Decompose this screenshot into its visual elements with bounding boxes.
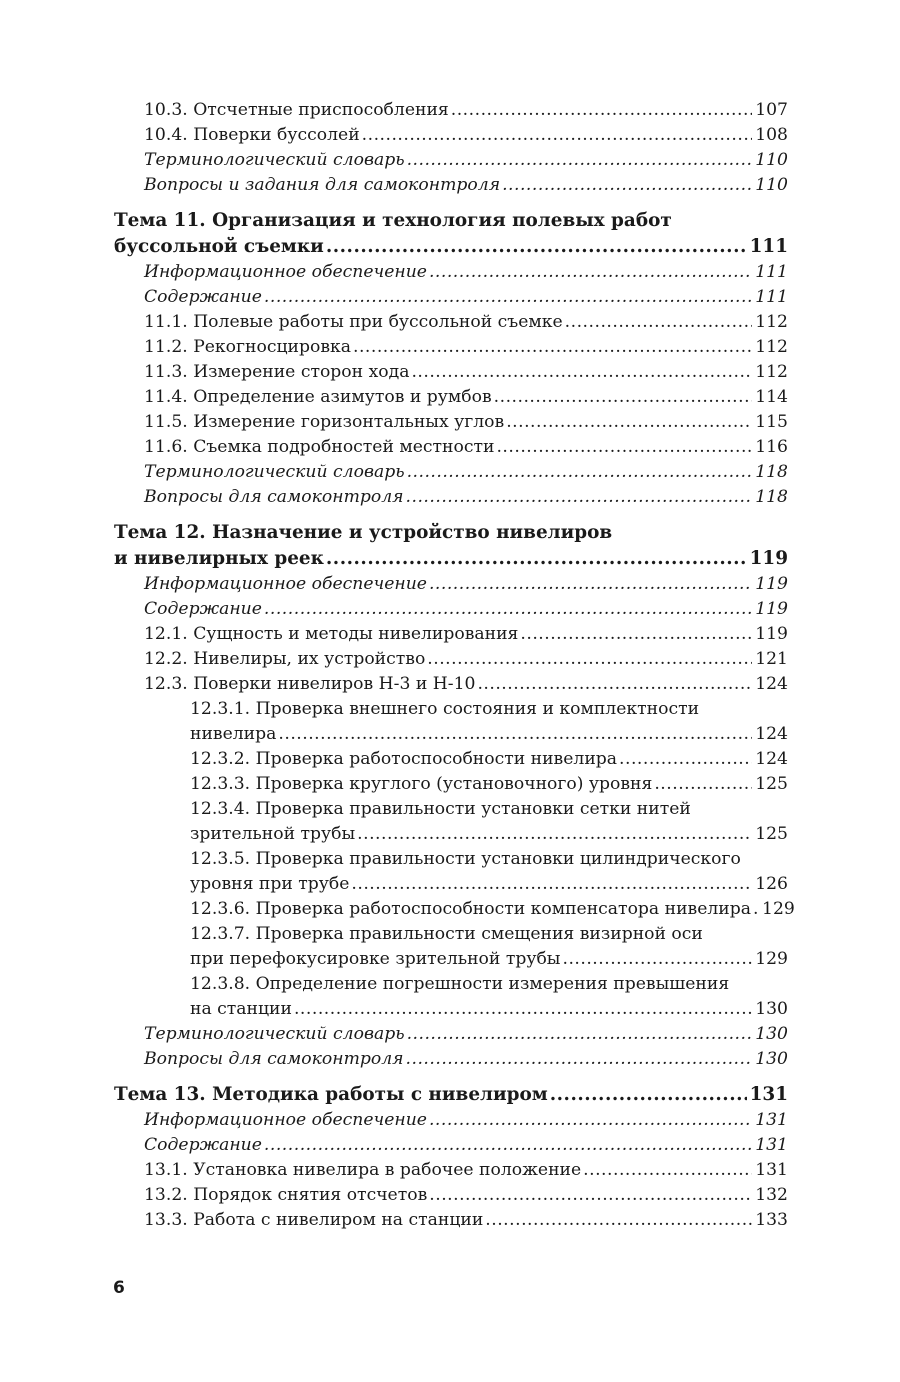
page-ref: 112 [755,337,788,357]
dot-leader [654,772,752,797]
page-ref: 111 [755,262,788,282]
theme-heading-line: Тема 12. Назначение и устройство нивелиров [114,522,613,543]
entry-title: и нивелирных реек [114,548,324,569]
entry-title: нивелира [190,724,277,744]
dot-leader [429,1108,752,1133]
dot-leader [326,546,747,572]
toc-subentry[interactable] [114,822,788,847]
toc-entry[interactable] [114,1022,788,1047]
entry-title: 11.2. Рекогносцировка [144,337,351,357]
entry-title-line: 12.3.5. Проверка правильности установки цилиндрического [190,849,741,869]
dot-leader [477,672,752,697]
toc-entry[interactable] [114,310,788,335]
page-ref: 131 [755,1135,788,1155]
dot-leader [429,572,752,597]
dot-leader [264,1133,752,1158]
page-ref: 111 [755,287,788,307]
entry-title: Терминологический словарь [144,1024,405,1044]
page-ref: 130 [755,1049,788,1069]
dot-leader [278,722,752,747]
page-ref: 114 [755,387,788,407]
page-ref: 124 [755,749,788,769]
entry-title-line: 12.3.7. Проверка правильности смещения визирной оси [190,924,703,944]
entry-title: Содержание [144,287,262,307]
page-ref: 125 [755,774,788,794]
entry-title: буссольной съемки [114,236,324,257]
page-ref: 119 [755,624,788,644]
toc-entry[interactable] [114,622,788,647]
dot-leader [520,622,752,647]
dot-leader [619,747,752,772]
toc-entry[interactable] [114,1133,788,1158]
page-ref: 133 [755,1210,788,1230]
toc-entry[interactable] [114,173,788,198]
toc-subentry[interactable] [114,772,788,797]
entry-title: Информационное обеспечение [144,574,427,594]
dot-leader [494,385,753,410]
toc-subentry[interactable] [114,947,788,972]
toc-entry[interactable] [114,98,788,123]
entry-title: Содержание [144,599,262,619]
entry-title: 10.3. Отсчетные приспособления [144,100,449,120]
entry-title: 12.3.6. Проверка работоспособности компенсатора нивелира [190,899,752,919]
page-ref: 121 [755,649,788,669]
page-ref: 132 [755,1185,788,1205]
entry-title: Информационное обеспечение [144,1110,427,1130]
entry-title-line: 12.3.1. Проверка внешнего состояния и комплектности [190,699,700,719]
dot-leader [502,173,752,198]
dot-leader [407,1022,753,1047]
page-ref: 110 [755,175,788,195]
toc-entry[interactable] [114,335,788,360]
toc-entry[interactable] [114,260,788,285]
entry-title: Вопросы и задания для самоконтроля [144,175,501,195]
page-ref: 129 [762,899,795,919]
entry-title-line: 12.3.8. Определение погрешности измерения превышения [190,974,730,994]
page-ref: 129 [755,949,788,969]
page-ref: 124 [755,724,788,744]
page-ref: 116 [755,437,788,457]
page-ref: 112 [755,362,788,382]
page-ref: 107 [755,100,788,120]
dot-leader [562,947,752,972]
theme-heading[interactable] [114,234,788,260]
page-ref: 125 [755,824,788,844]
page-ref: 131 [755,1110,788,1130]
toc-entry[interactable] [114,1208,788,1233]
entry-title: Информационное обеспечение [144,262,427,282]
entry-title-line: 12.3.4. Проверка правильности установки сетки нитей [190,799,691,819]
entry-title: 12.3.3. Проверка круглого (установочного) уровня [190,774,653,794]
toc-entry[interactable] [114,410,788,435]
entry-title: 12.3. Поверки нивелиров Н-3 и Н-10 [144,674,476,694]
entry-title: на станции [190,999,292,1019]
dot-leader [506,410,752,435]
entry-title: 10.4. Поверки буссолей [144,125,360,145]
toc-entry[interactable] [114,672,788,697]
page-ref: 111 [749,236,788,257]
dot-leader [362,123,753,148]
entry-title: при перефокусировке зрительной трубы [190,949,561,969]
toc-entry[interactable] [114,1108,788,1133]
toc-subentry[interactable] [114,747,788,772]
dot-leader [264,597,752,622]
entry-title: Терминологический словарь [144,462,405,482]
dot-leader [294,997,752,1022]
table-of-contents [114,98,795,1233]
toc-entry[interactable] [114,485,788,510]
page-ref: 124 [755,674,788,694]
entry-title: уровня при трубе [190,874,350,894]
entry-title: 11.6. Съемка подробностей местности [144,437,495,457]
toc-entry[interactable] [114,1183,788,1208]
page-ref: 130 [755,1024,788,1044]
page-ref: 118 [755,487,788,507]
page-ref: 131 [749,1084,788,1105]
toc-entry[interactable] [114,385,788,410]
dot-leader [565,310,753,335]
dot-leader [429,1183,752,1208]
entry-title: 13.1. Установка нивелира в рабочее положение [144,1160,582,1180]
dot-leader [429,260,752,285]
dot-leader [326,234,747,260]
entry-title: зрительной трубы [190,824,356,844]
entry-title: Терминологический словарь [144,150,405,170]
dot-leader [550,1082,747,1108]
dot-leader [406,485,753,510]
entry-title: 12.3.2. Проверка работоспособности нивелира [190,749,618,769]
toc-entry[interactable] [114,123,788,148]
entry-title: 11.5. Измерение горизонтальных углов [144,412,505,432]
entry-title: 13.2. Порядок снятия отсчетов [144,1185,428,1205]
toc-entry[interactable] [114,435,788,460]
dot-leader [583,1158,752,1183]
entry-title: Вопросы для самоконтроля [144,487,404,507]
toc-entry[interactable] [114,597,788,622]
page-ref: 119 [755,574,788,594]
theme-heading[interactable] [114,546,788,572]
dot-leader [351,872,752,897]
toc-entry[interactable] [114,148,788,173]
dot-leader [264,285,752,310]
entry-title: Тема 13. Методика работы с нивелиром [114,1084,548,1105]
page-ref: 112 [755,312,788,332]
dot-leader [353,335,752,360]
dot-leader [406,1047,753,1072]
theme-heading-line: Тема 11. Организация и технология полевых работ [114,210,672,231]
page-ref: 126 [755,874,788,894]
dot-leader [357,822,752,847]
entry-title: Содержание [144,1135,262,1155]
toc-subentry[interactable] [114,897,795,922]
dot-leader [496,435,752,460]
entry-title: 11.3. Измерение сторон хода [144,362,410,382]
page-ref: 119 [755,599,788,619]
dot-leader [407,460,753,485]
page-ref: 118 [755,462,788,482]
entry-title: 11.4. Определение азимутов и румбов [144,387,492,407]
page-ref: 110 [755,150,788,170]
dot-leader [411,360,752,385]
page-ref: 108 [755,125,788,145]
entry-title: 13.3. Работа с нивелиром на станции [144,1210,484,1230]
dot-leader [407,148,753,173]
toc-subentry[interactable] [114,872,788,897]
toc-entry[interactable] [114,1047,788,1072]
entry-title: 12.2. Нивелиры, их устройство [144,649,426,669]
toc-entry[interactable] [114,285,788,310]
page-number: 6 [113,1278,125,1298]
toc-subentry[interactable] [114,722,788,747]
toc-subentry[interactable] [114,997,788,1022]
entry-title: 12.1. Сущность и методы нивелирования [144,624,519,644]
toc-entry[interactable] [114,460,788,485]
dot-leader [427,647,752,672]
entry-title: 11.1. Полевые работы при буссольной съемке [144,312,563,332]
theme-heading[interactable] [114,1082,788,1108]
page-ref: 130 [755,999,788,1019]
entry-title: Вопросы для самоконтроля [144,1049,404,1069]
page-ref: 115 [755,412,788,432]
dot-leader [451,98,752,123]
page-ref: 119 [749,548,788,569]
toc-entry[interactable] [114,647,788,672]
toc-entry[interactable] [114,572,788,597]
toc-entry[interactable] [114,360,788,385]
toc-entry[interactable] [114,1158,788,1183]
dot-leader [485,1208,752,1233]
page-ref: 131 [755,1160,788,1180]
